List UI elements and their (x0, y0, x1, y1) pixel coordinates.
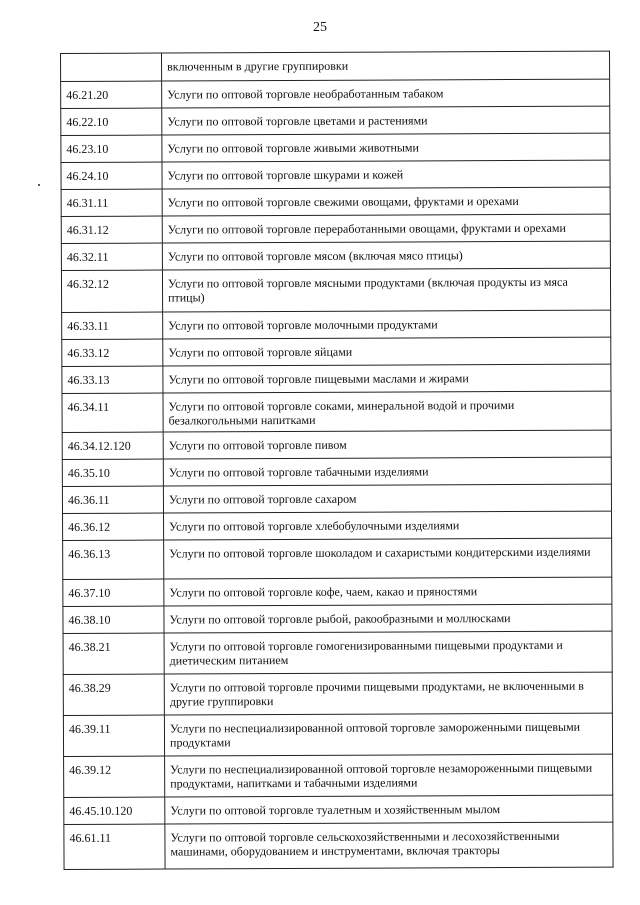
row-code: 46.34.12.120 (62, 432, 163, 459)
row-description: Услуги по оптовой торговле сельскохозяйственными и лесохозяйственными машинами, оборудованием и инструментами, включая тракторы (165, 822, 613, 869)
table-row (61, 160, 610, 189)
row-description: Услуги по оптовой торговле хлебобулочными изделиями (164, 511, 612, 540)
row-code: 46.45.10.120 (64, 797, 165, 824)
row-code: 46.33.12 (62, 339, 163, 366)
table-row (62, 310, 611, 339)
row-code: 46.23.10 (61, 135, 162, 162)
row-code: 46.24.10 (61, 162, 162, 189)
table-row (63, 672, 612, 715)
row-description: Услуги по оптовой торговле шкурами и кожей (162, 160, 610, 189)
row-code: 46.35.10 (62, 459, 163, 486)
row-description: Услуги по оптовой торговле сахаром (163, 484, 611, 513)
row-code: 46.38.29 (63, 674, 164, 715)
table-row (64, 822, 613, 869)
row-code: 46.38.21 (63, 633, 164, 674)
row-code: 46.36.12 (63, 513, 164, 540)
row-code: 46.37.10 (63, 579, 164, 606)
table-row (63, 511, 612, 540)
row-description: включенным в другие группировки (162, 51, 610, 81)
table-row (63, 538, 612, 579)
row-description: Услуги по оптовой торговле яйцами (163, 337, 611, 366)
row-code: 46.32.11 (61, 243, 162, 270)
table-row (62, 391, 611, 432)
row-description: Услуги по оптовой торговле туалетным и хозяйственным мылом (165, 795, 613, 824)
row-code: 46.22.10 (61, 108, 162, 135)
row-description: Услуги по неспециализированной оптовой торговле незамороженными пищевыми продуктами, напитками и табачными изделиями (165, 754, 613, 797)
row-code: 46.39.12 (64, 756, 165, 797)
row-description: Услуги по оптовой торговле переработанными овощами, фруктами и орехами (162, 214, 610, 243)
row-code: 46.39.11 (63, 715, 164, 756)
scan-speck (38, 184, 40, 186)
row-description: Услуги по оптовой торговле молочными продуктами (163, 310, 611, 339)
table-row (62, 484, 611, 513)
row-code: 46.33.11 (62, 312, 163, 339)
row-code: 46.34.11 (62, 393, 163, 432)
row-description: Услуги по оптовой торговле мясными продуктами (включая продукты из мяса птицы) (162, 268, 610, 312)
table-row (63, 604, 612, 633)
row-code: 46.33.13 (62, 366, 163, 393)
row-description: Услуги по оптовой торговле прочими пищевыми продуктами, не включенными в другие группировки (164, 672, 612, 715)
row-code: 46.32.12 (61, 270, 162, 312)
table-body (61, 51, 614, 869)
row-description: Услуги по оптовой торговле гомогенизированными пищевыми продуктами и диетическим питанием (164, 631, 612, 674)
table-row (62, 364, 611, 393)
table-row (61, 214, 610, 243)
row-description: Услуги по оптовой торговле мясом (включая мясо птицы) (162, 241, 610, 270)
classification-table (60, 51, 614, 870)
row-description: Услуги по оптовой торговле живыми животными (162, 133, 610, 162)
row-description: Услуги по оптовой торговле кофе, чаем, какао и пряностями (164, 577, 612, 606)
table-row (64, 754, 613, 797)
page-number: 25 (313, 20, 327, 35)
row-code: 46.31.11 (61, 189, 162, 216)
row-code: 46.36.13 (63, 540, 164, 579)
row-code: 46.31.12 (61, 216, 162, 243)
table-row (62, 430, 611, 459)
table-row (64, 795, 613, 824)
row-code (61, 53, 162, 81)
row-description: Услуги по неспециализированной оптовой торговле замороженными пищевыми продуктами (164, 713, 612, 756)
table-row (61, 268, 610, 312)
row-description: Услуги по оптовой торговле шоколадом и сахаристыми кондитерскими изделиями (164, 538, 612, 579)
table-row (61, 79, 610, 108)
row-code: 46.38.10 (63, 606, 164, 633)
row-description: Услуги по оптовой торговле свежими овощами, фруктами и орехами (162, 187, 610, 216)
table-row (62, 337, 611, 366)
row-description: Услуги по оптовой торговле соками, минеральной водой и прочими безалкогольными напитками (163, 391, 611, 432)
table-row (63, 713, 612, 756)
table-row (61, 106, 610, 135)
table-row (61, 133, 610, 162)
table-row (61, 187, 610, 216)
table-row (61, 241, 610, 270)
row-description: Услуги по оптовой торговле необработанным табаком (162, 79, 610, 108)
row-description: Услуги по оптовой торговле пивом (163, 430, 611, 459)
row-code: 46.61.11 (64, 824, 165, 869)
row-code: 46.36.11 (62, 486, 163, 513)
table-row (63, 631, 612, 674)
row-description: Услуги по оптовой торговле пищевыми маслами и жирами (163, 364, 611, 393)
table-row (61, 51, 610, 81)
row-description: Услуги по оптовой торговле цветами и растениями (162, 106, 610, 135)
table-row (62, 457, 611, 486)
row-code: 46.21.20 (61, 81, 162, 108)
row-description: Услуги по оптовой торговле рыбой, ракообразными и моллюсками (164, 604, 612, 633)
row-description: Услуги по оптовой торговле табачными изделиями (163, 457, 611, 486)
table-row (63, 577, 612, 606)
